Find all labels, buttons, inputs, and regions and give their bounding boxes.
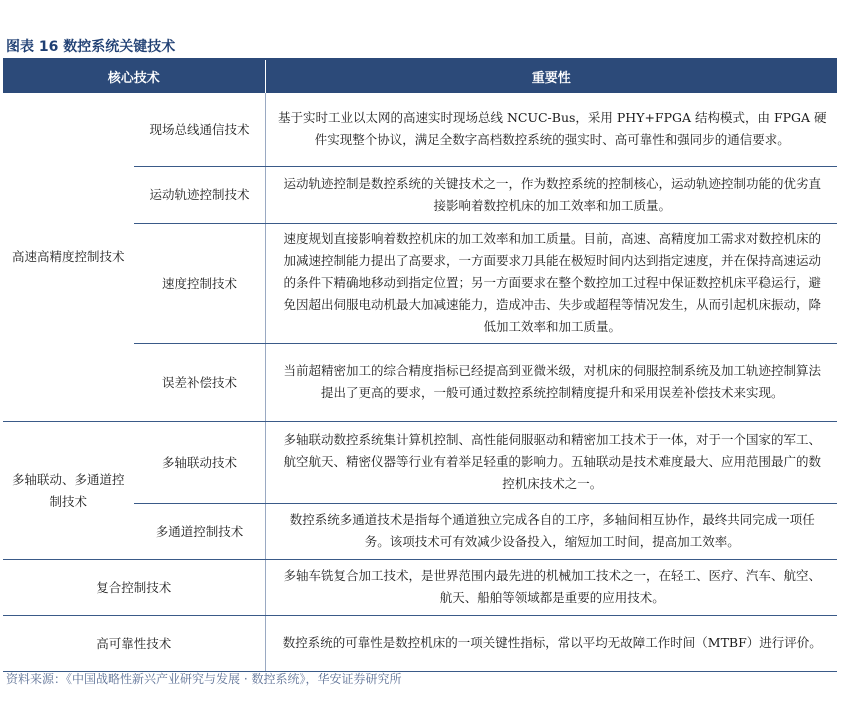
sub-tech-cell: 多轴联动技术 bbox=[134, 422, 265, 504]
table-row bbox=[3, 93, 837, 167]
importance-cell: 数控系统的可靠性是数控机床的一项关键性指标，常以平均无故障工作时间（MTBF）进行评价。 bbox=[265, 616, 837, 672]
tech-table bbox=[3, 60, 837, 672]
table-row bbox=[3, 616, 837, 672]
tech-table-wrap bbox=[3, 58, 837, 672]
header-importance: 重要性 bbox=[265, 60, 837, 93]
sub-tech-cell: 速度控制技术 bbox=[134, 224, 265, 344]
importance-cell: 速度规划直接影响着数控机床的加工效率和加工质量。目前，高速、高精度加工需求对数控机床的加减速控制能力提出了高要求，一方面要求刀具能在极短时间内达到指定速度，并在保持高速运动的条件下精确地移动到指定位置；另一方面要求在整个数控加工过程中保证数控机床平稳运行，避免因超出伺服电动机最大加减速能力，造成冲击、失步或超程等情况发生，从而引起机床振动，降低加工效率和加工质量。 bbox=[265, 224, 837, 344]
importance-cell: 多轴车铣复合加工技术，是世界范围内最先进的机械加工技术之一，在轻工、医疗、汽车、航空、航天、船舶等领域都是重要的应用技术。 bbox=[265, 560, 837, 616]
importance-cell: 数控系统多通道技术是指每个通道独立完成各自的工序，多轴间相互协作，最终共同完成一项任务。该项技术可有效减少设备投入，缩短加工时间，提高加工效率。 bbox=[265, 504, 837, 560]
category-cell: 高可靠性技术 bbox=[3, 616, 265, 672]
table-row bbox=[3, 560, 837, 616]
category-cell: 多轴联动、多通道控制技术 bbox=[3, 422, 134, 560]
table-row bbox=[3, 422, 837, 504]
importance-cell: 基于实时工业以太网的高速实时现场总线 NCUC-Bus，采用 PHY+FPGA 结构模式，由 FPGA 硬件实现整个协议，满足全数字高档数控系统的强实时、高可靠性和强同步的通信要求。 bbox=[265, 93, 837, 167]
importance-cell: 当前超精密加工的综合精度指标已经提高到亚微米级，对机床的伺服控制系统及加工轨迹控制算法提出了更高的要求，一般可通过数控系统控制精度提升和采用误差补偿技术来实现。 bbox=[265, 344, 837, 422]
category-cell: 复合控制技术 bbox=[3, 560, 265, 616]
sub-tech-cell: 误差补偿技术 bbox=[134, 344, 265, 422]
sub-tech-cell: 现场总线通信技术 bbox=[134, 93, 265, 167]
importance-cell: 运动轨迹控制是数控系统的关键技术之一，作为数控系统的控制核心，运动轨迹控制功能的优劣直接影响着数控机床的加工效率和加工质量。 bbox=[265, 167, 837, 224]
category-cell: 高速高精度控制技术 bbox=[3, 93, 134, 422]
figure-title: 图表 16 数控系统关键技术 bbox=[6, 39, 176, 55]
source-note: 资料来源：《中国战略性新兴产业研究与发展 · 数控系统》，华安证券研究所 bbox=[6, 672, 402, 686]
importance-cell: 多轴联动数控系统集计算机控制、高性能伺服驱动和精密加工技术于一体，对于一个国家的军工、航空航天、精密仪器等行业有着举足轻重的影响力。五轴联动是技术难度最大、应用范围最广的数控机床技术之一。 bbox=[265, 422, 837, 504]
sub-tech-cell: 多通道控制技术 bbox=[134, 504, 265, 560]
table-header-row bbox=[3, 60, 837, 93]
header-core-tech: 核心技术 bbox=[3, 60, 265, 93]
sub-tech-cell: 运动轨迹控制技术 bbox=[134, 167, 265, 224]
